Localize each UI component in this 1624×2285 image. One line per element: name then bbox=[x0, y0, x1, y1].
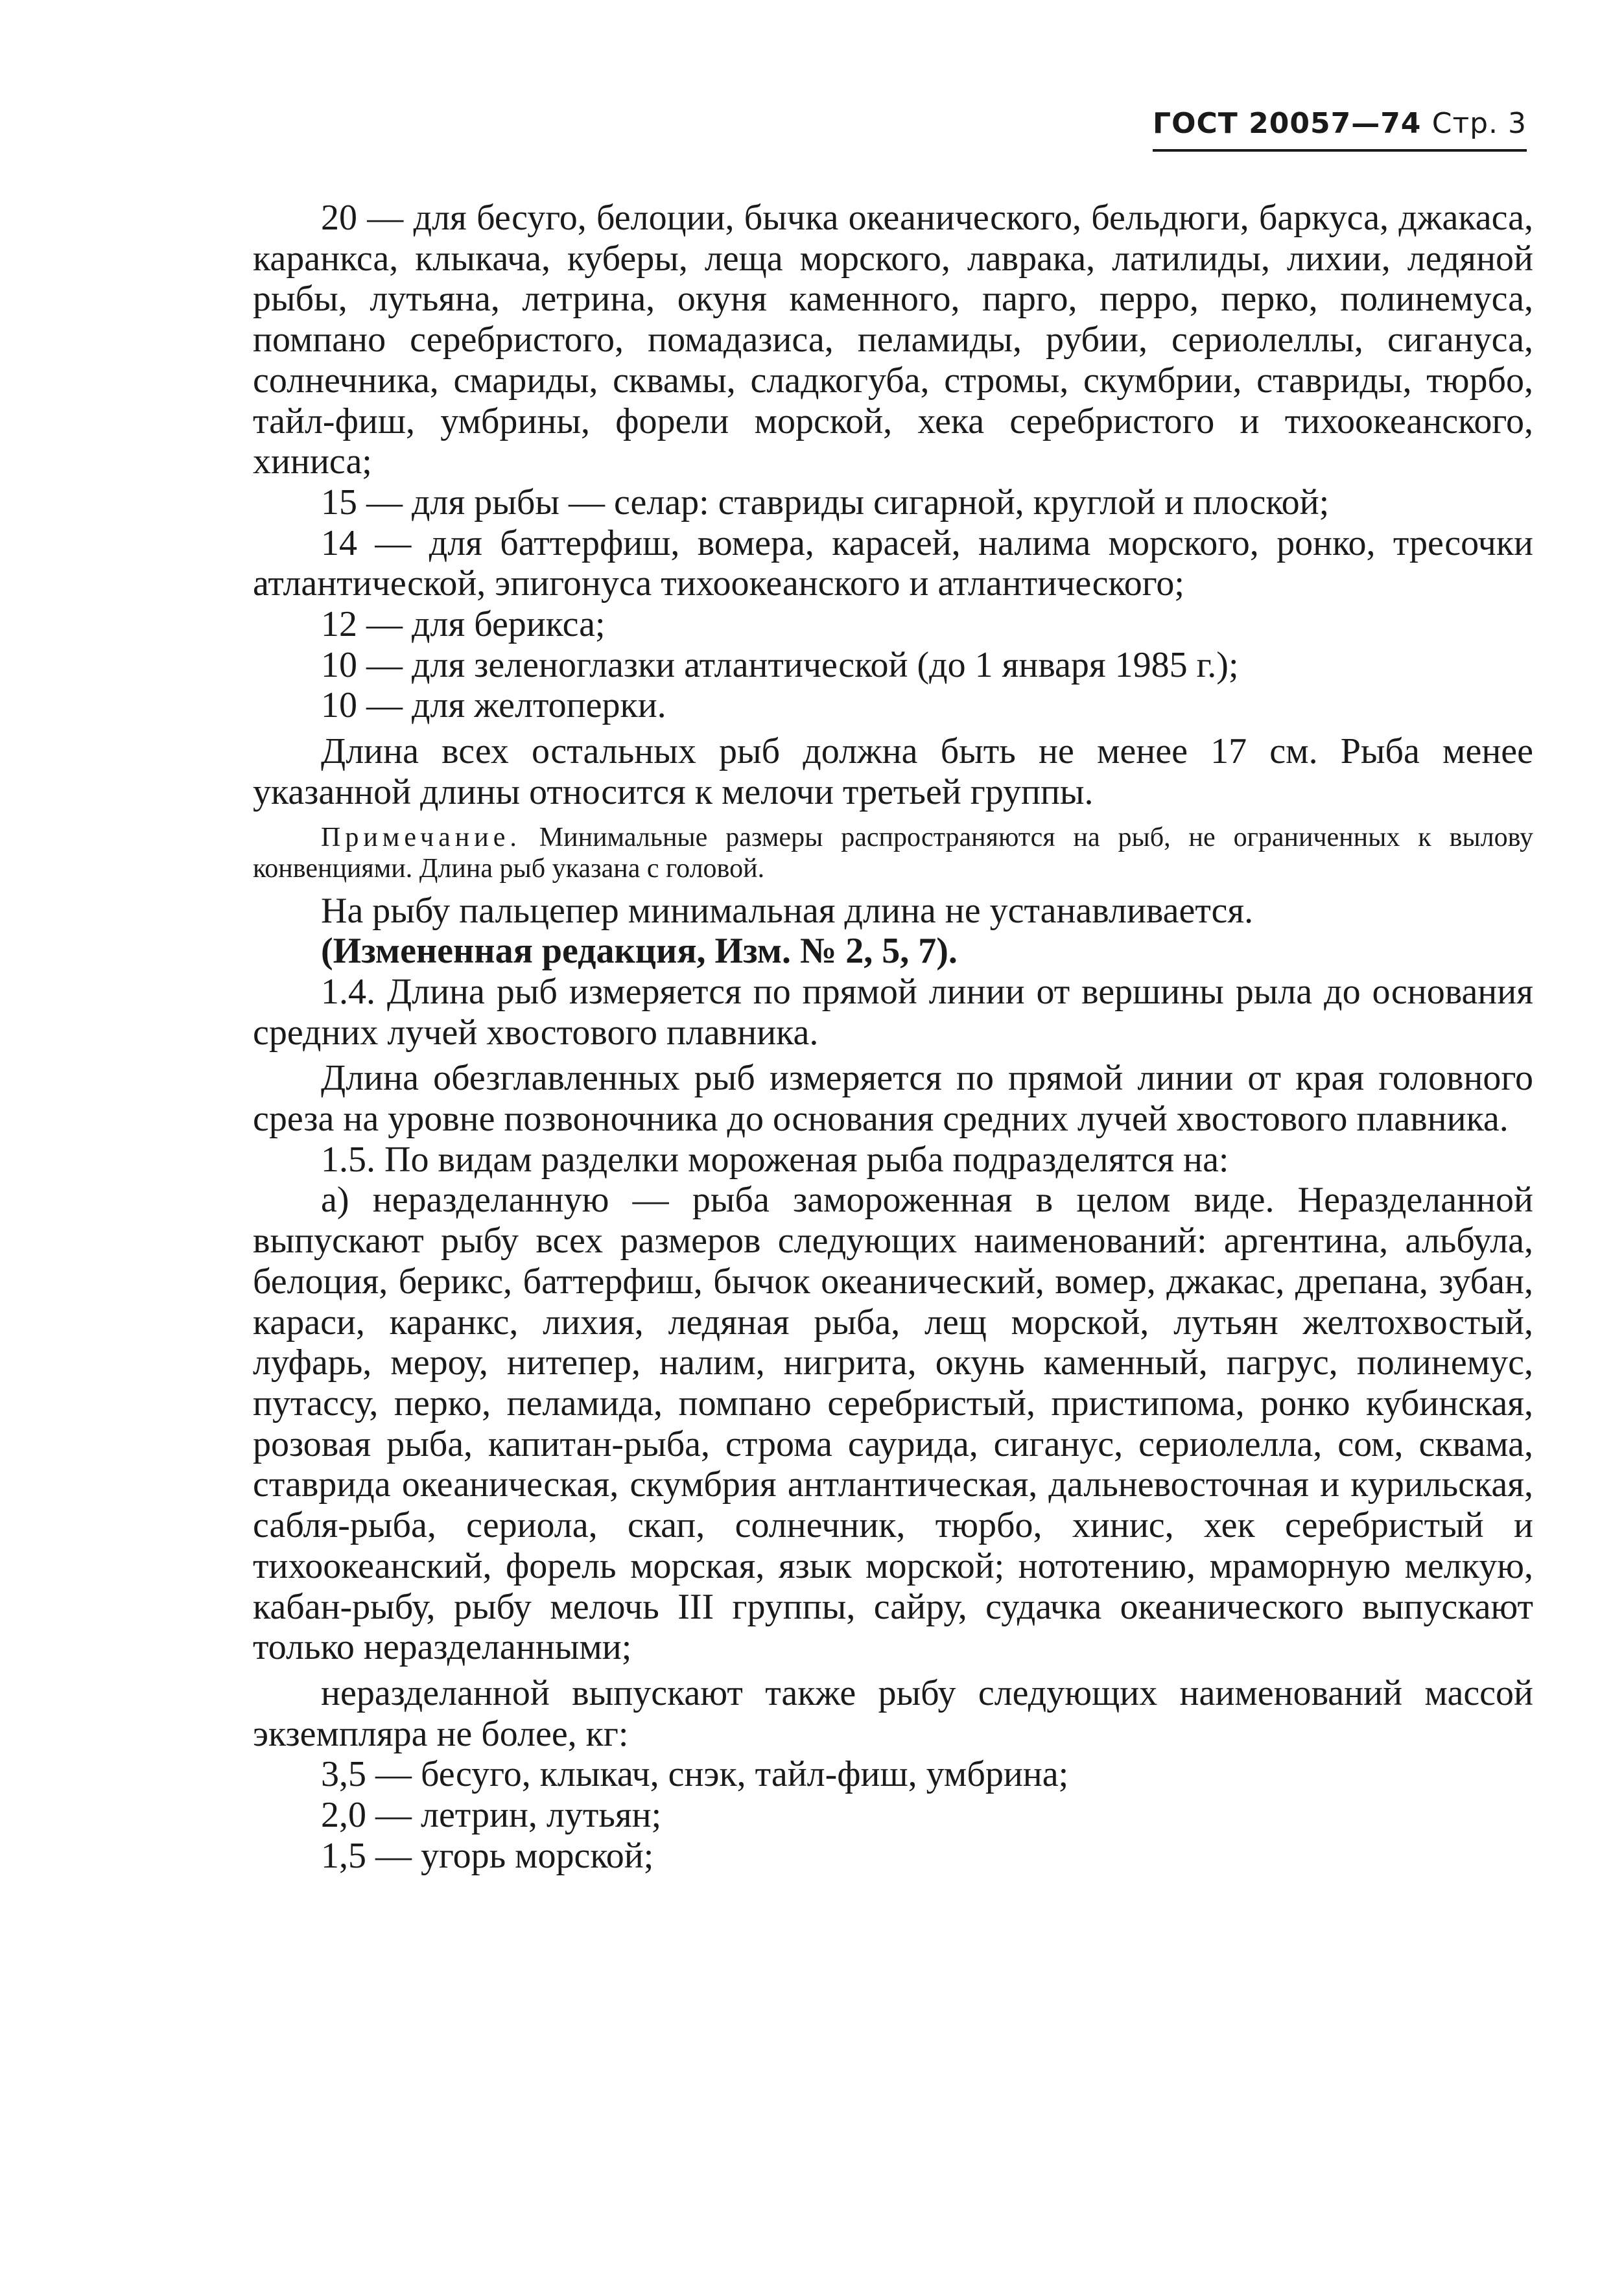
mass-2-0: 2,0 — летрин, лутьян; bbox=[321, 1795, 662, 1836]
paragraph-size-20: 20 — для бесуго, белоции, бычка океанического, бельдюги, баркуса, джакаса, каранкса, клыкача, куберы, леща морского, лаврака, латилиды, лихии, ледяной рыбы, лутьяна, летрина, окуня каменного, парго, перро, перко, полинемуса, помпано серебристого, помадазиса, пеламиды, рубии, сериолеллы, сигануса, солнечника, смариды, сквамы, сладкогуба, стромы, скумбрии, ставриды, тюрбо, тайл-фиш, умбрины, форели морской, хека серебристого и тихоокеанского, хиниса; bbox=[253, 198, 1533, 482]
clause-1-5: 1.5. По видам разделки мороженая рыба подразделятся на: bbox=[321, 1139, 1229, 1180]
note-text: Минимальные размеры распространяются на рыб, не ограниченных к вылову конвенциями. Длина рыб указана с головой. bbox=[253, 822, 1533, 884]
paragraph-headless-length: Длина обезглавленных рыб измеряется по прямой линии от края головного среза на уровне позвоночника до основания средних лучей хвостового плавника. bbox=[253, 1058, 1533, 1140]
paragraph-size-14: 14 — для баттерфиш, вомера, карасей, налима морского, ронко, тресочки атлантической, эпигонуса тихоокеанского и атлантического; bbox=[253, 522, 1533, 604]
note bbox=[253, 822, 1533, 884]
paragraph-size-15: 15 — для рыбы — селар: ставриды сигарной, круглой и плоской; bbox=[321, 482, 1330, 522]
clause-1-5-a: а) неразделанную — рыба замороженная в целом виде. Неразделанной выпускают рыбу всех размеров следующих наименований: аргентина, альбула, белоция, берикс, баттерфиш, бычок океанический, вомер, джакас, дрепана, зубан, караси, каранкс, лихия, ледяная рыба, лещ морской, лутьян желтохвостый, луфарь, мероу, нитепер, налим, нигрита, окунь каменный, пагрус, полинемус, путассу, перко, пеламида, помпано серебристый, пристипома, ронко кубинская, розовая рыба, капитан-рыба, строма саурида, сиганус, сериолелла, сом, сквама, ставрида океаническая, скумбрия антлантическая, дальневосточная и курильская, сабля-рыба, сериола, скап, солнечник, тюрбо, хинис, хек серебристый и тихоокеанский, форель морская, язык морской; нототению, мраморную мелкую, кабан-рыбу, рыбу мелочь III группы, сайру, судачка океанического выпускают только неразделанными; bbox=[253, 1180, 1533, 1668]
standard-number: ГОСТ 20057—74 bbox=[1153, 107, 1422, 140]
amendment-note: (Измененная редакция, Изм. № 2, 5, 7). bbox=[321, 931, 958, 972]
paragraph-paltseper: На рыбу пальцепер минимальная длина не устанавливается. bbox=[321, 890, 1254, 931]
paragraph-size-12: 12 — для берикса; bbox=[321, 604, 606, 645]
note-label: Примечание. bbox=[321, 822, 521, 852]
mass-3-5: 3,5 — бесуго, клыкач, снэк, тайл-фиш, умбрина; bbox=[321, 1754, 1069, 1795]
paragraph-other-fish-length: Длина всех остальных рыб должна быть не менее 17 см. Рыба менее указанной длины относится к мелочи третьей группы. bbox=[253, 731, 1533, 812]
running-header bbox=[1153, 107, 1527, 152]
mass-1-5: 1,5 — угорь морской; bbox=[321, 1835, 654, 1876]
paragraph-size-10-zheltoperka: 10 — для желтоперки. bbox=[321, 685, 666, 726]
body-text bbox=[253, 198, 1533, 1876]
paragraph-mass-limits: неразделанной выпускают также рыбу следующих наименований массой экземпляра не более, кг: bbox=[253, 1672, 1533, 1754]
clause-1-4: 1.4. Длина рыб измеряется по прямой линии от вершины рыла до основания средних лучей хвостового плавника. bbox=[253, 971, 1533, 1053]
page-number: Стр. 3 bbox=[1431, 107, 1527, 140]
paragraph-size-10-zelenoglazka: 10 — для зеленоглазки атлантической (до 1 января 1985 г.); bbox=[321, 644, 1239, 685]
